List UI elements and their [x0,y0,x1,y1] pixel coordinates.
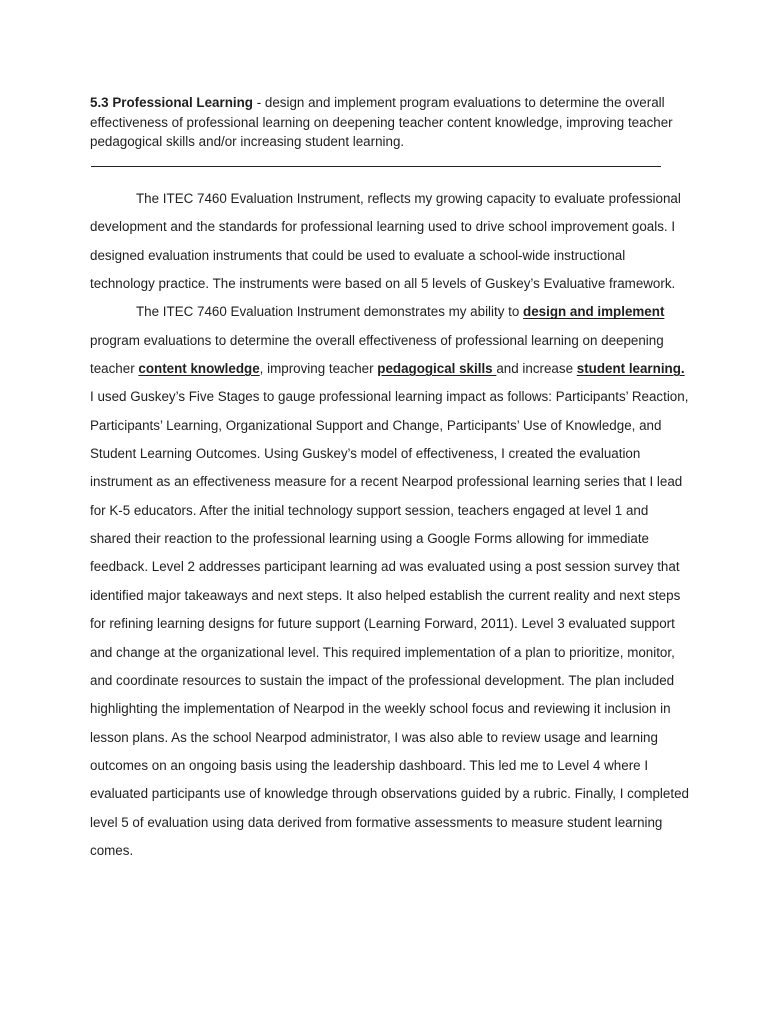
p2-text-4: and increase [496,361,577,377]
emphasis-content-knowledge: content knowledge [138,361,260,377]
body-text [90,185,690,865]
emphasis-student-learning: student learning. [576,361,685,377]
p2-text-3: , improving teacher [259,361,378,377]
section-number-title: 5.3 Professional Learning [90,95,253,110]
emphasis-pedagogical-skills: pedagogical skills [377,361,497,377]
p2-text-2: program evaluations to determine the overall effectiveness of professional learning on deepening teacher [90,332,664,377]
p2-text-1: The ITEC 7460 Evaluation Instrument demonstrates my ability to [136,304,524,320]
emphasis-design-and-implement: design and implement [523,304,665,320]
section-description: - design and implement program evaluations to determine the overall effectiveness of professional learning on deepening teacher content knowledge, improving teacher pedagogical skills and/or increasing student learning. [90,95,673,149]
horizontal-rule [91,166,661,167]
p2-text-5: I used Guskey’s Five Stages to gauge professional learning impact as follows: Participants’ Reaction, Participants’ Learning, Organizational Support and Change, Participants’ Use of Knowledge, and Student Learning Outcomes. Using Guskey’s model of effectiveness, I created the evaluation instrument as an effectiveness measure for a recent Nearpod professional learning series that I lead for K-5 educators. After the initial technology support session, teachers engaged at level 1 and shared their reaction to the professional learning using a Google Forms allowing for immediate feedback. Level 2 addresses participant learning ad was evaluated using a post session survey that identified major takeaways and next steps. It also helped establish the current reality and next steps for refining learning designs for future support (Learning Forward, 2011). Level 3 evaluated support and change at the organizational level. This required implementation of a plan to prioritize, monitor, and coordinate resources to sustain the impact of the professional development. The plan included highlighting the implementation of Nearpod in the weekly school focus and reviewing it inclusion in lesson plans. As the school Nearpod administrator, I was also able to review usage and learning outcomes on an ongoing basis using the leadership dashboard. This led me to Level 4 where I evaluated participants use of knowledge through observations guided by a rubric. Finally, I completed level 5 of evaluation using data derived from formative assessments to measure student learning comes. [90,389,689,858]
section-heading [90,93,690,152]
paragraph-2 [90,298,690,865]
paragraph-1: The ITEC 7460 Evaluation Instrument, reflects my growing capacity to evaluate professional development and the standards for professional learning used to drive school improvement goals. I designed evaluation instruments that could be used to evaluate a school-wide instructional technology practice. The instruments were based on all 5 levels of Guskey’s Evaluative framework. [90,191,681,292]
